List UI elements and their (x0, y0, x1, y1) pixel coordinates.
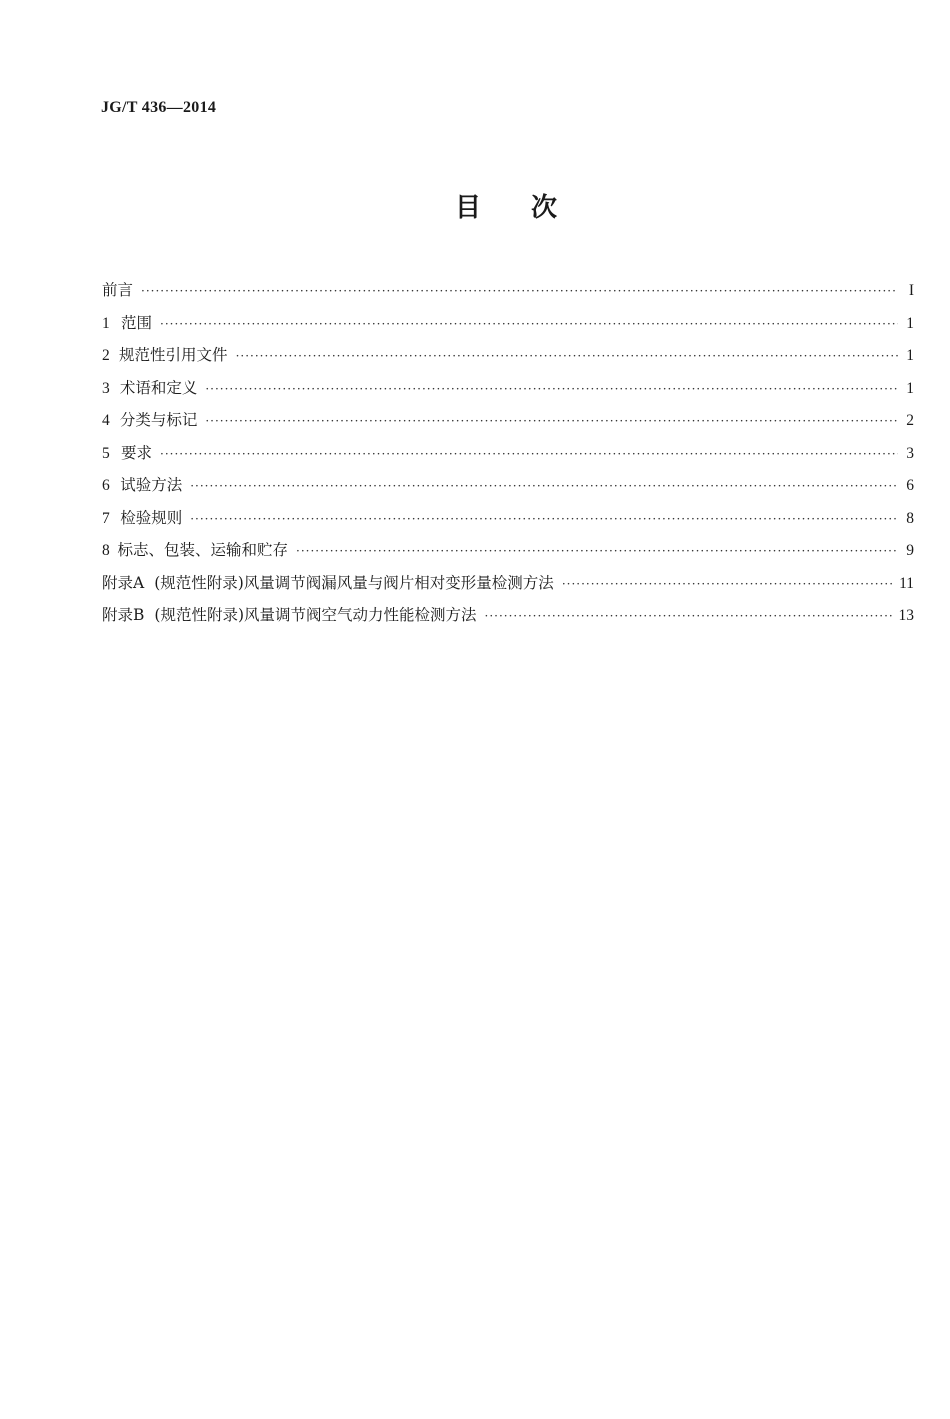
toc-entry-page: 11 (899, 574, 914, 592)
toc-entry-label: 标志、包装、运输和贮存 (117, 541, 288, 559)
toc-leader-dots (160, 308, 898, 341)
toc-entry-4[interactable] (102, 404, 914, 437)
toc-entry-2[interactable] (102, 339, 914, 372)
toc-leader-dots (205, 405, 898, 438)
toc-entry-number: 4 (102, 412, 110, 429)
toc-entry-annex-b[interactable] (102, 599, 914, 632)
toc-entry-5[interactable] (102, 437, 914, 470)
toc-entry-6[interactable] (102, 469, 914, 502)
toc-entry-page: 3 (906, 444, 914, 462)
toc-leader-dots (236, 340, 898, 373)
toc-leader-dots (485, 600, 893, 633)
toc-entry-label: (规范性附录)风量调节阀空气动力性能检测方法 (154, 606, 477, 624)
toc-entry-number: 3 (102, 379, 110, 397)
toc-entry-number: 2 (102, 347, 110, 364)
toc-entry-page: I (908, 282, 914, 299)
toc-annex-prefix: 附录A (102, 573, 145, 592)
toc-entry-page: 1 (906, 379, 914, 397)
toc-annex-prefix: 附录B (102, 606, 145, 624)
toc-leader-dots (205, 373, 898, 406)
toc-entry-label: 术语和定义 (119, 378, 198, 397)
toc-entry-page: 9 (906, 542, 914, 559)
toc-entry-page: 1 (906, 347, 914, 364)
toc-entry-8[interactable] (102, 534, 914, 567)
toc-entry-1[interactable] (102, 307, 914, 340)
toc-entry-7[interactable] (102, 502, 914, 535)
toc-entry-label: 分类与标记 (119, 411, 198, 429)
toc-leader-dots (190, 470, 898, 503)
toc-list (102, 274, 914, 632)
toc-entry-number: 1 (102, 314, 110, 332)
toc-title-char-2: 次 (531, 193, 558, 223)
toc-entry-label: 检验规则 (120, 508, 183, 527)
toc-entry-label: 前言 (102, 281, 134, 299)
toc-entry-number: 7 (102, 509, 110, 527)
toc-entry-3[interactable] (102, 372, 914, 405)
toc-entry-page: 6 (906, 477, 914, 494)
toc-entry-annex-a[interactable] (102, 567, 914, 600)
toc-leader-dots (562, 568, 893, 601)
toc-entry-label: 试验方法 (120, 476, 183, 494)
toc-entry-page: 8 (906, 509, 914, 527)
toc-entry-label: 要求 (120, 443, 152, 462)
toc-title-char-1: 目 (454, 193, 481, 223)
toc-leader-dots (141, 275, 898, 308)
toc-entry-number: 6 (102, 477, 110, 494)
toc-leader-dots (296, 535, 898, 568)
toc-entry-label: (规范性附录)风量调节阀漏风量与阀片相对变形量检测方法 (154, 573, 554, 592)
toc-leader-dots (160, 438, 898, 471)
document-code: JG/T 436—2014 (101, 99, 217, 116)
toc-entry-number: 5 (102, 444, 110, 462)
toc-entry-number: 8 (102, 542, 110, 559)
toc-entry-label: 规范性引用文件 (119, 346, 228, 364)
toc-leader-dots (190, 503, 898, 536)
toc-entry-foreword[interactable] (102, 274, 914, 307)
toc-entry-label: 范围 (120, 313, 152, 332)
toc-entry-page: 2 (906, 412, 914, 429)
toc-entry-page: 13 (898, 607, 914, 624)
toc-entry-page: 1 (906, 314, 914, 332)
toc-title (0, 187, 950, 224)
